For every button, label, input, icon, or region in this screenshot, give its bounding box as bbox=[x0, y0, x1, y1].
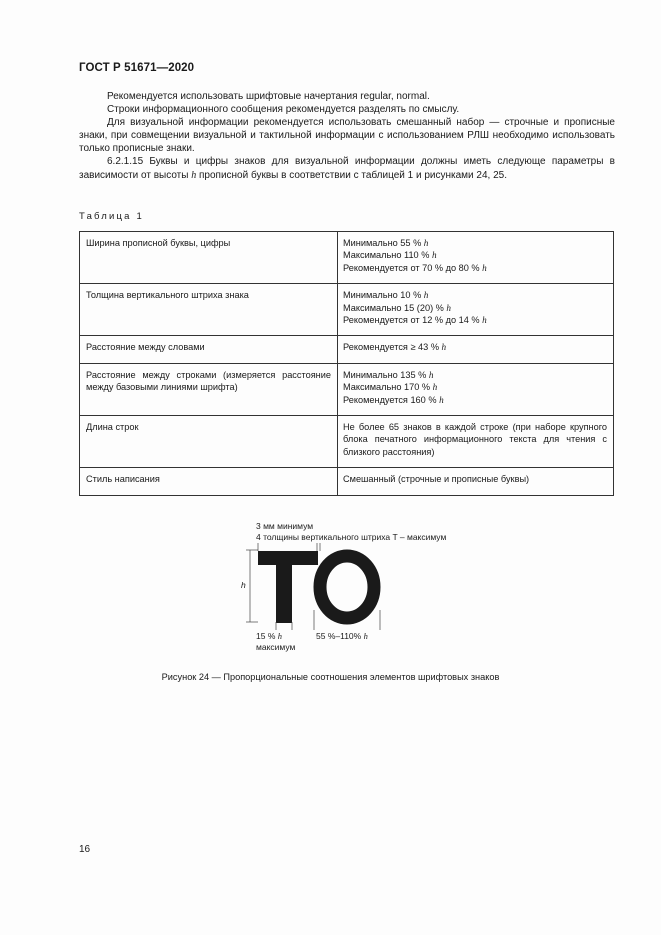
label-h: h bbox=[241, 580, 246, 590]
value-cell bbox=[338, 363, 614, 415]
value-line: Минимально 55 % h bbox=[343, 238, 429, 248]
label-min-gap: 3 мм минимум bbox=[256, 521, 314, 531]
parameters-table bbox=[79, 231, 614, 496]
value-line: Смешанный (строчные и прописные буквы) bbox=[343, 474, 530, 485]
table-row bbox=[80, 416, 614, 468]
stroke-width-dimension bbox=[276, 610, 380, 630]
parameter-cell: Расстояние между строками (измеряется расстояние между базовыми линиями шрифта) bbox=[80, 363, 338, 415]
value-cell bbox=[338, 232, 614, 284]
value-line: Рекомендуется ≥ 43 % h bbox=[343, 342, 447, 353]
paragraph-2: Строки информационного сообщения рекомендуется разделять по смыслу. bbox=[107, 104, 460, 116]
letter-t-glyph bbox=[258, 551, 318, 623]
value-cell bbox=[338, 416, 614, 468]
value-line: Минимально 10 % h bbox=[343, 290, 429, 301]
paragraph-4: 6.2.1.15 Буквы и цифры знаков для визуальной информации должны иметь следующе параметры в зависимости от высоты h прописной буквы в соответствии с таблицей 1 и рисунками 24, 25. bbox=[79, 156, 615, 181]
table-row bbox=[80, 284, 614, 336]
table-row bbox=[80, 363, 614, 415]
page-number: 16 bbox=[79, 844, 91, 855]
table-row bbox=[80, 336, 614, 363]
value-cell bbox=[338, 336, 614, 363]
letter-o-glyph bbox=[320, 556, 374, 618]
value-line: Рекомендуется 160 % h bbox=[343, 394, 444, 405]
height-dimension bbox=[246, 550, 258, 622]
figure-caption: Рисунок 24 — Пропорциональные соотношения элементов шрифтовых знаков bbox=[161, 672, 500, 682]
top-leaders bbox=[258, 543, 320, 551]
value-line: Максимально 15 (20) % h bbox=[343, 302, 452, 313]
parameter-cell: Толщина вертикального штриха знака bbox=[80, 284, 338, 336]
standard-header: ГОСТ Р 51671—2020 bbox=[79, 62, 195, 74]
table-row bbox=[80, 232, 614, 284]
paragraph-1: Рекомендуется использовать шрифтовые начертания regular, normal. bbox=[107, 91, 430, 102]
table-caption: Таблица 1 bbox=[79, 211, 144, 222]
value-line: Рекомендуется от 70 % до 80 % h bbox=[343, 262, 487, 273]
paragraph-3: Для визуальной информации рекомендуется использовать смешанный набор — строчные и прописные знаки, при совмещении визуальной и тактильной информации с использованием РЛШ необходимо использовать только прописные знаки. bbox=[79, 117, 615, 155]
parameter-cell: Расстояние между словами bbox=[80, 336, 338, 363]
parameter-cell: Ширина прописной буквы, цифры bbox=[80, 232, 338, 284]
label-width-pct: 55 %–110% h bbox=[316, 631, 368, 641]
label-stroke-max: 4 толщины вертикального штриха T – максимум bbox=[256, 532, 447, 542]
value-line: Минимально 135 % h bbox=[343, 369, 434, 380]
label-stroke-pct: 15 % h bbox=[256, 631, 282, 641]
value-line: Рекомендуется от 12 % до 14 % h bbox=[343, 315, 487, 326]
parameter-cell: Стиль написания bbox=[80, 468, 338, 495]
label-max: максимум bbox=[256, 642, 296, 652]
table-row bbox=[80, 468, 614, 495]
value-line: Максимально 170 % h bbox=[343, 382, 438, 393]
value-line: Не более 65 знаков в каждой строке (при наборе крупного блока печатного информационного текста для чтения с близкого расстояния) bbox=[343, 422, 607, 457]
body-text bbox=[79, 90, 615, 182]
value-cell bbox=[338, 284, 614, 336]
value-line: Максимально 110 % h bbox=[343, 250, 437, 261]
parameter-cell: Длина строк bbox=[80, 416, 338, 468]
value-cell bbox=[338, 468, 614, 495]
